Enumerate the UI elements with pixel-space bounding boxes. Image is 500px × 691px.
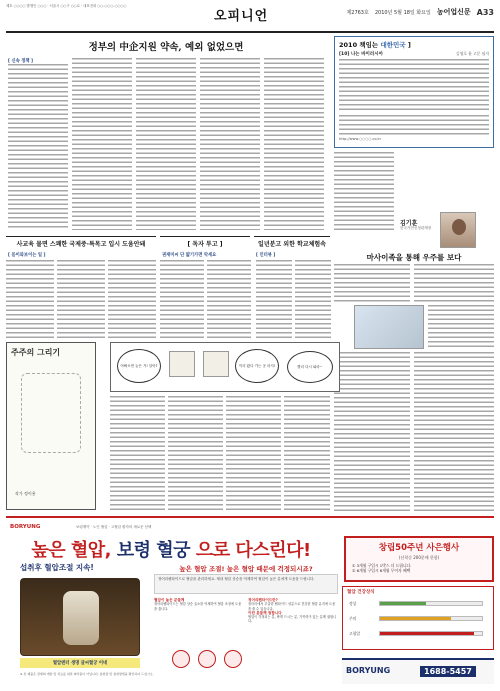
product-name: 혈압덴터 생명 글씨혈궁 이네 [20, 658, 140, 668]
ad-subhead: 섭취후 혈압조절 지속! [20, 563, 94, 572]
ad-headline-part-1: 높은 혈압, [31, 540, 111, 561]
mid-column-1 [6, 260, 54, 340]
feature-box-body [339, 59, 489, 113]
ad-footer [342, 658, 494, 684]
promo-line-2: ② 6개월 구입시 6개월 무이자 혜택 [352, 568, 411, 573]
ad-qa-3-title: 이런 분들께 권합니다 [248, 610, 282, 615]
footer-logo: BORYUNG [346, 666, 391, 675]
advertisement [6, 516, 494, 686]
ad-health-gauge [342, 586, 494, 650]
ad-promotion-box [344, 536, 494, 582]
comic-strip [110, 342, 340, 392]
right-lower-column-3 [428, 305, 494, 349]
editorial-column-2 [72, 58, 132, 230]
author-name: 김기훈 [400, 220, 418, 227]
cartoon-title: 주주의 그리기 [11, 347, 61, 357]
ad-qa-2-title: 정어리펩타이드란? [248, 598, 278, 602]
left-kicker: [ 돋이와보이는 일 ] [8, 253, 46, 258]
story-column-1 [110, 396, 165, 512]
story-column-3 [226, 396, 281, 512]
gauge-label-2: 주의 [349, 616, 357, 621]
gauge-bar-3 [379, 631, 483, 636]
ad-circle-icon-3 [224, 650, 242, 668]
right-lower-column-1 [334, 264, 410, 304]
cartoon-drawing [21, 373, 81, 453]
gauge-title: 혈압 건강상식 [347, 590, 375, 595]
cartoon-author: 작가 정이용 [15, 491, 36, 496]
right-lower-column-5 [414, 352, 494, 512]
comic-figure-1 [169, 351, 195, 377]
right-lower-column-4 [334, 352, 410, 512]
editorial-column-1 [8, 64, 68, 230]
ad-headline-part-3: 으로 다스린다! [195, 540, 311, 561]
right-lower-column-2 [414, 264, 494, 304]
cartoon-panel [6, 342, 96, 510]
ad-top-bar [6, 522, 494, 532]
ad-headline [6, 536, 336, 562]
page-number: A33 [476, 7, 494, 17]
feature-box-meta: http://www.○○○○.co.kr [339, 137, 382, 141]
gauge-bar-fill-2 [380, 617, 451, 620]
feature-title-prefix: 2010 책임는 [339, 41, 379, 49]
feature-box-title [339, 40, 411, 49]
promo-details [352, 563, 490, 573]
issue-date: 2010년 5월 18일 화요일 [374, 9, 431, 16]
ad-brand: BORYUNG [10, 524, 41, 530]
ad-circle-icon-2 [198, 650, 216, 668]
editorial-title: 정부의 中企지원 약속, 예외 없었으면 [88, 42, 244, 53]
ad-top-line: 보령제약 · 노인 혈압 · 고혈압 환자의 새로운 선택 [76, 525, 152, 529]
gauge-bar-fill-3 [380, 632, 474, 635]
gauge-label-1: 정상 [349, 601, 357, 606]
editorial-column-3 [136, 58, 196, 230]
issue-info [346, 7, 494, 17]
section-header-left: 사교육 물면 스쾌한 국제중·특목고 입시 도움안돼 [6, 236, 156, 248]
middle-kicker: 권재미씨 단 얇기가면 악세요 [162, 253, 217, 258]
gauge-bar-1 [379, 601, 483, 606]
promo-line-1: ① 3개월 구입시 1박스 더 드립니다. [352, 563, 412, 568]
mid-column-2 [57, 260, 105, 340]
author-role: 한국가전신청관계장 [400, 226, 432, 230]
story-column-4 [284, 396, 330, 512]
publisher-info: 제호 ○○○○ 발행인 ○○○ · 서울시 ○○구 ○○로 · 대표전화 ○○-○○○-○○○○ [6, 4, 127, 8]
right-kicker: [ 인터뷰 ] [256, 253, 276, 258]
promo-title: 창립50주년 사은행사 [378, 543, 460, 553]
product-image [20, 578, 140, 656]
section-title: 오피니언 [214, 9, 269, 24]
mid-column-6 [256, 260, 292, 340]
speech-bubble-1: 아빠오면 늦은 거! 알아? [117, 349, 161, 383]
article-photo [354, 305, 424, 349]
gauge-bar-2 [379, 616, 483, 621]
ad-headline-part-2: 보령 혈궁 [116, 540, 191, 561]
story-column-2 [168, 396, 223, 512]
ad-qa-1-body: 정어리펩타이드는 혈압 상승 효소를 억제하여 혈압 조절에 도움을 줍니다. [154, 602, 242, 611]
feature-box [334, 36, 494, 148]
mid-column-5 [207, 260, 251, 340]
speech-bubble-3: 빨리 다시 와라~ [287, 351, 333, 383]
feature-box-body-2 [339, 115, 489, 135]
gauge-bar-fill-1 [380, 602, 426, 605]
editorial-column-5 [264, 58, 324, 230]
feature-title-accent: 대한민국 [380, 41, 406, 49]
ad-qa-3-body: 혈압이 걱정되는 분, 짜게 드시는 분, 가족력이 있는 분께 권합니다. [248, 615, 337, 624]
section-header-middle: [ 독자 투고 ] [160, 236, 250, 248]
editorial-header [6, 36, 326, 54]
mid-column-7 [295, 260, 331, 340]
speech-bubble-2: 이리 왔다 가는 곳 마지! [235, 349, 279, 383]
editorial-column-4 [200, 58, 260, 230]
editorial-kicker: [ 신속 정책 ] [8, 59, 34, 64]
promo-subtitle: (선착순 200분에 한함) [398, 555, 440, 560]
ad-question-title: 높은 혈압 조절! 높은 혈압 때문에 걱정되시죠? [179, 565, 313, 573]
ad-icon-row [172, 648, 272, 670]
footer-phone[interactable]: 1688-5457 [420, 666, 476, 677]
mid-column-4 [160, 260, 204, 340]
author-portrait [440, 212, 476, 248]
gauge-label-3: 고혈압 [349, 631, 361, 636]
masthead [6, 3, 494, 33]
section-header-right: 일년분고 외한 학교체험속 [254, 236, 330, 248]
feature-box-subtitle: [10] 나는 바이러시아 [339, 52, 383, 57]
feature-box-byline: 김영호 윤 고문 필자 [456, 51, 489, 56]
ad-disclaimer: ※ 본 제품은 질병의 예방 및 치료를 위한 의약품이 아닙니다. 섭취량 및 섭취방법을 확인하여 드십시오. [20, 672, 154, 676]
issue-number: 제2763호 [346, 9, 369, 16]
ad-qa-1-title: 혈압이 높은 분들께 [154, 598, 185, 602]
mid-column-3 [108, 260, 156, 340]
ad-circle-icon-1 [172, 650, 190, 668]
column-title-2: 마사이족을 통해 우주를 보다 [366, 253, 462, 262]
comic-figure-2 [203, 351, 229, 377]
paper-name: 농어업신문 [436, 7, 471, 16]
feature-title-suffix: ] [407, 41, 411, 49]
ad-qa-2-body: 정어리에서 추출한 펩타이드 성분으로 건강한 혈압 유지에 도움을 줄 수 있습니다. [248, 602, 336, 611]
right-column-1 [334, 152, 394, 232]
ad-question-body: 정어리펩타이드로 혈압을 관리하세요. 체내 혈압 상승을 억제하여 혈압이 높은 분에게 도움을 드립니다. [154, 574, 338, 594]
